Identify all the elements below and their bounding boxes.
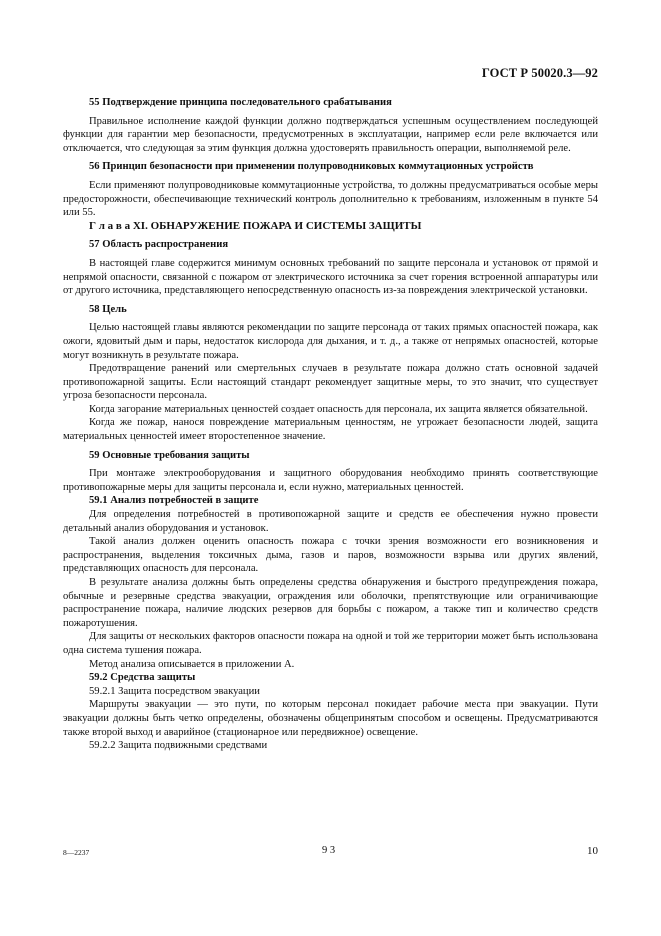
document-id-header: ГОСТ Р 50020.3—92 [481,66,598,80]
section-59-1-heading: 59.1 Анализ потребностей в защите [89,495,259,507]
print-order-number: 8—2237 [63,848,90,857]
section-56-paragraph: Если применяют полупроводниковые коммутационные устройства, то должны предусматриваться особые меры предосторожности, обеспечивающие технический контроль дополнительно к требованиям, изложенным в пункте 54 или 55. [63,179,598,219]
section-59-paragraph-1: При монтаже электрооборудования и защитного оборудования необходимо принять соответствующие противопожарные меры для защиты персонала и, если нужно, материальных ценностей. [63,468,598,493]
section-59-1-paragraph-3: В результате анализа должны быть определены средства обнаружения и быстрого предупреждения пожара, обычные и резервные средства эвакуации, ограждения или оболочки, препятствующие или ограничивающие распространение пожара, наличие людских резервов для борьбы с пожаром, а также тип и количество средств пожаротушения. [63,577,598,629]
section-58-paragraph-2: Предотвращение ранений или смертельных случаев в результате пожара должно стать основной задачей противопожарной защиты. Если настоящий стандарт рекомендует защитные меры, то это значит, что существует угроза безопасности персонала. [63,363,598,402]
section-59-2-2-heading: 59.2.2 Защита подвижными средствами [89,740,268,752]
section-59-1-paragraph-2: Такой анализ должен оценить опасность пожара с точки зрения возможности его возникновения и распространения, выделения токсичных дыма, газов и паров, возможности взрыва или других явлений, представляющих опасность для персонала. [63,536,598,575]
sheet-number: 9 3 [322,845,336,856]
section-59-2-heading: 59.2 Средства защиты [89,672,196,684]
section-59-heading: 59 Основные требования защиты [89,449,250,461]
section-55-paragraph: Правильное исполнение каждой функции должно подтверждаться успешным осуществлением последующей функции для гарантии мер безопасности, предусмотренных в эксплуатации, например если реле включается или отключается, что следующая за этим функция должна удостоверять правильность операции, выполняемой реле. [63,115,598,154]
section-57-paragraph: В настоящей главе содержится минимум основных требований по защите персонала и установок от прямой и непрямой опасности, связанной с пожаром от электрического источника за счет горения встроенной аппаратуры или от другого источника, представляющего непосредственную опасность из-за повреждения электрической установки. [63,257,598,297]
section-56-heading: 56 Принцип безопасности при применении полупроводниковых коммутационных устройств [89,161,534,173]
section-57-heading: 57 Область распространения [89,239,229,251]
section-58-paragraph-4: Когда же пожар, нанося повреждение материальным ценностям, не угрожает безопасности людей, защита материальных ценностей имеет второстепенное значение. [63,417,598,443]
document-body [63,96,598,753]
section-59-1-paragraph-5: Метод анализа описывается в приложении А. [89,658,295,670]
section-59-1-paragraph-1: Для определения потребностей в противопожарной защите и средств ее обеспечения нужно провести детальный анализ оборудования и установок. [63,509,598,534]
section-59-2-1-paragraph: Маршруты эвакуации — это пути, по которым персонал покидает рабочие места при эвакуации. Пути эвакуации должны быть четко определены, обозначены общепринятым способом и освещены. Предусматриваются также второй выход и аварийное (стационарное или передвижное) освещение. [63,699,598,738]
section-58-paragraph-3: Когда загорание материальных ценностей создает опасность для персонала, их защита является обязательной. [89,403,588,415]
section-58-heading: 58 Цель [89,303,127,315]
section-55-heading: 55 Подтверждение принципа последовательного срабатывания [89,97,392,108]
section-58-paragraph-1: Целью настоящей главы являются рекомендации по защите персонада от таких прямых опасностей пожара, как ожоги, ядовитый дым и пары, недостаток кислорода для дыхания, и т. д., а также от непрямых опасностей, которые могут возникнуть в результате пожара. [63,322,598,361]
chapter-title: Г л а в а XI. ОБНАРУЖЕНИЕ ПОЖАРА И СИСТЕМЫ ЗАЩИТЫ [89,219,422,232]
section-59-2-1-heading: 59.2.1 Защита посредством эвакуации [89,685,260,697]
page-number: 10 [587,845,598,857]
section-59-1-paragraph-4: Для защиты от нескольких факторов опасности пожара на одной и той же территории может быть использована одна система тушения пожара. [63,631,598,656]
